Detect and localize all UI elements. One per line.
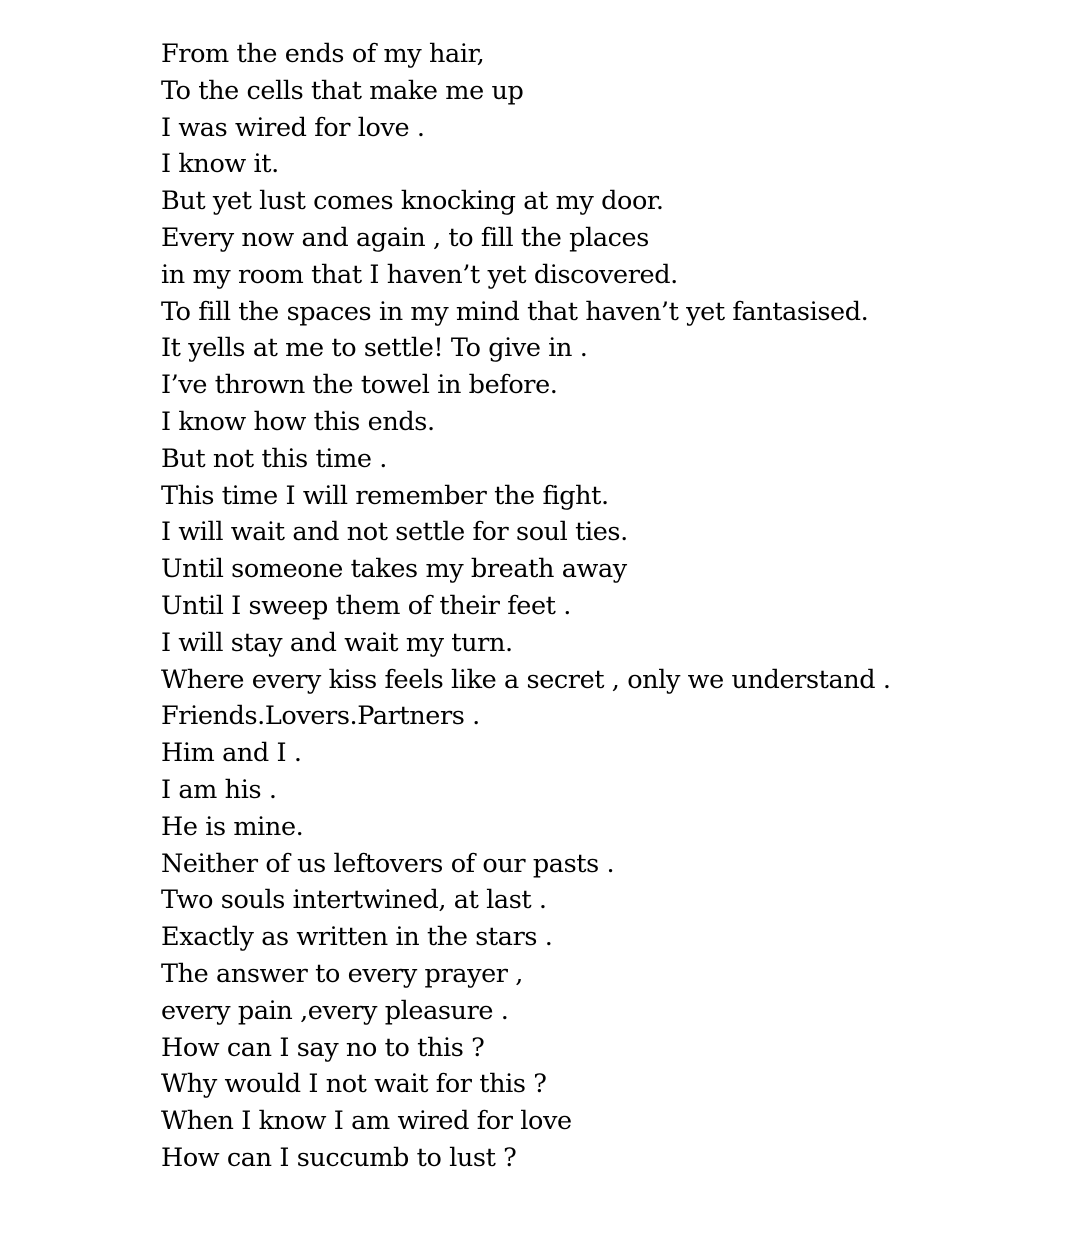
poem-line: How can I say no to this ? bbox=[161, 1032, 485, 1063]
poem-line: But not this time . bbox=[161, 443, 387, 474]
poem-line: The answer to every prayer , bbox=[161, 958, 523, 989]
poem-line: Until I sweep them of their feet . bbox=[161, 590, 571, 621]
poem-line: From the ends of my hair, bbox=[161, 39, 485, 69]
poem-line: But yet lust comes knocking at my door. bbox=[161, 186, 664, 217]
poem-line: in my room that I haven’t yet discovered. bbox=[161, 259, 678, 290]
poem-line: Exactly as written in the stars . bbox=[161, 922, 553, 953]
poem-line: When I know I am wired for love bbox=[161, 1106, 572, 1137]
poem-line: How can I succumb to lust ? bbox=[161, 1142, 517, 1173]
poem-line: I know how this ends. bbox=[161, 406, 435, 437]
poem-line: Him and I . bbox=[161, 738, 302, 769]
poem-line: I’ve thrown the towel in before. bbox=[161, 370, 558, 401]
poem-line: I was wired for love . bbox=[161, 112, 425, 143]
poem-line: Where every kiss feels like a secret , only we understand . bbox=[161, 664, 891, 695]
poem-line: This time I will remember the fight. bbox=[161, 480, 609, 511]
poem-line: Two souls intertwined, at last . bbox=[161, 885, 547, 916]
poem-line: To the cells that make me up bbox=[161, 75, 524, 106]
poem-line: It yells at me to settle! To give in . bbox=[161, 333, 588, 364]
poem-line: I am his . bbox=[161, 774, 277, 805]
poem-line: Friends.Lovers.Partners . bbox=[161, 701, 480, 732]
poem-line: Until someone takes my breath away bbox=[161, 554, 627, 585]
poem-line: He is mine. bbox=[161, 811, 304, 842]
poem-line: I know it. bbox=[161, 149, 279, 180]
poem-line: Why would I not wait for this ? bbox=[161, 1069, 547, 1100]
poem-line: Neither of us leftovers of our pasts . bbox=[161, 848, 615, 879]
poem-line: every pain ,every pleasure . bbox=[161, 995, 509, 1026]
poem-line: Every now and again , to fill the places bbox=[161, 222, 649, 253]
poem-line: To fill the spaces in my mind that haven’t yet fantasised. bbox=[161, 296, 869, 327]
poem-text bbox=[161, 36, 1041, 1177]
poem-line: I will stay and wait my turn. bbox=[161, 627, 513, 658]
poem-line: I will wait and not settle for soul ties. bbox=[161, 517, 628, 548]
